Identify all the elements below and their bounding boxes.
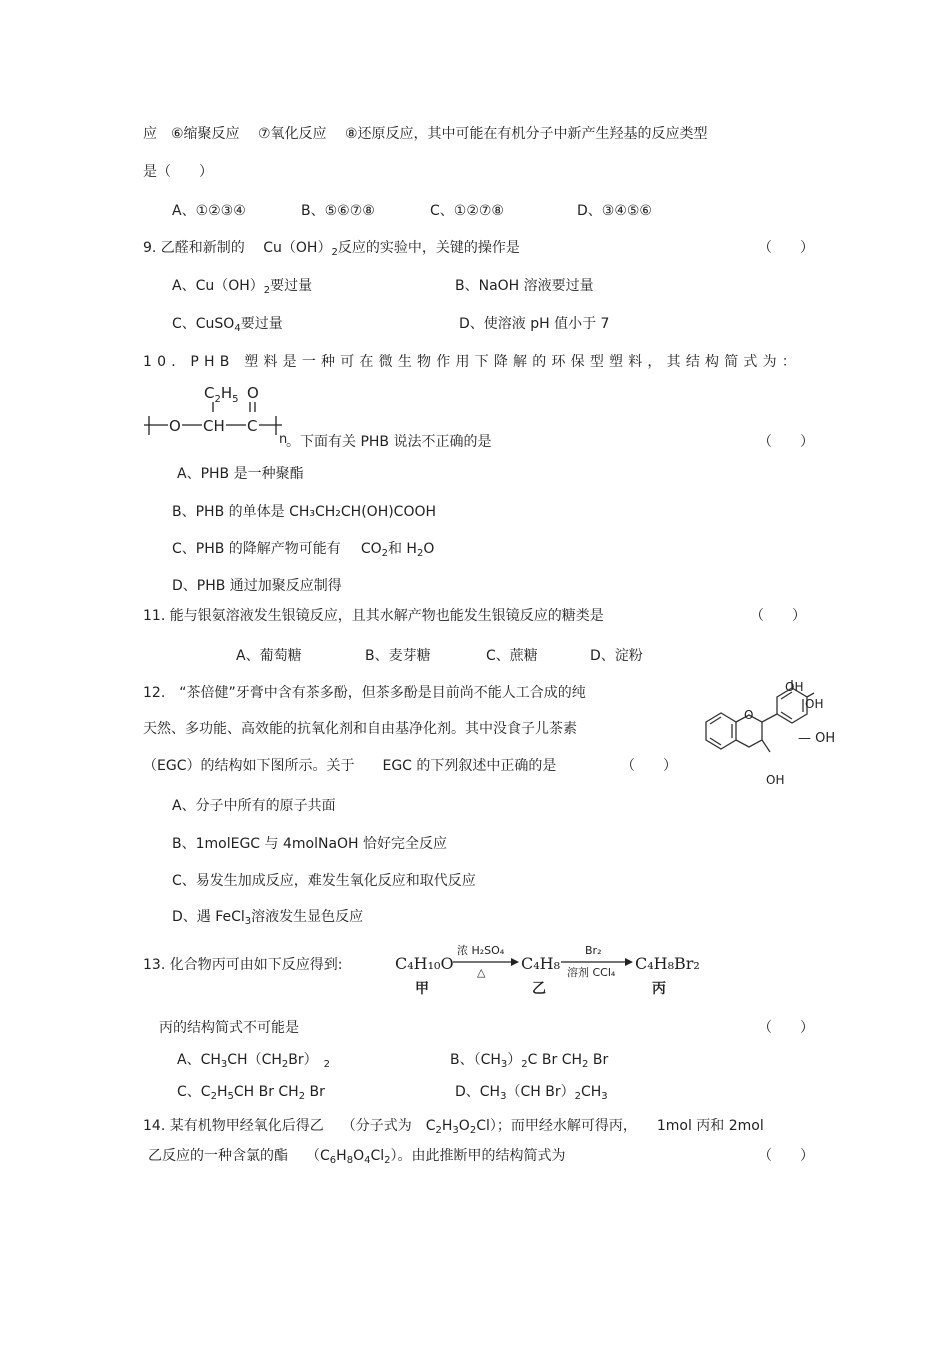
q12-option-d: D、遇 FeCl$_3$溶液发生显色反应 (172, 909, 364, 927)
q12-answer-paren: （ ） (621, 758, 677, 774)
scheme-end-compound: C₄H₈Br₂ (635, 954, 700, 973)
q12-line3: （EGC）的结构如下图所示。关于 EGC 的下列叙述中正确的是 (143, 758, 557, 774)
q9-option-d: D、使溶液 pH 值小于 7 (459, 316, 610, 332)
oh-label-bottom: OH (766, 773, 785, 787)
q11-answer-paren: （ ） (750, 608, 806, 624)
oh-label-right-top: OH (805, 697, 824, 711)
q13-answer-paren: （ ） (758, 1020, 814, 1036)
q10-stem: 10．PHB 塑料是一种可在微生物作用下降解的环保型塑料，其结构简式为： (143, 354, 802, 370)
q13-option-a: A、$CH_3CH(CH_2Br)$ $_2$ (177, 1052, 330, 1070)
q11-option-c: C、蔗糖 (486, 648, 538, 664)
scheme-label-end: 丙 (652, 981, 666, 997)
scheme-arrow-1-head (511, 958, 519, 966)
q8-option-b: B、⑤⑥⑦⑧ (301, 203, 375, 219)
q10-option-a: A、PHB 是一种聚酯 (177, 466, 304, 482)
q9-option-b: B、NaOH 溶液要过量 (455, 278, 594, 294)
scheme-condition-2-top: Br₂ (585, 944, 602, 957)
q13-option-b: B、$(CH_3)_2C$ Br $CH_2$ Br (450, 1052, 609, 1070)
q8-option-a: A、①②③④ (172, 203, 246, 219)
q11-option-a: A、葡萄糖 (236, 648, 302, 664)
scheme-condition-1-bottom: △ (477, 966, 486, 979)
q12-line1: 12. “茶倍健”牙膏中含有茶多酚，但茶多酚是目前尚不能人工合成的纯 (143, 685, 586, 701)
scheme-condition-1-top: 浓 H₂SO₄ (457, 944, 505, 957)
q12-option-c: C、易发生加成反应，难发生氧化反应和取代反应 (172, 873, 476, 889)
struct-carbon: C (247, 417, 258, 435)
q14-line1: 14. 某有机物甲经氧化后得乙 （分子式为 $C_2H_3O_2Cl$）；而甲经水解可得丙， 1mol 丙和 2mol (143, 1118, 764, 1136)
struct-c2h5-label: $C_2H_5$ (204, 384, 239, 405)
scheme-label-start: 甲 (415, 981, 429, 997)
scheme-condition-2-bottom: 溶剂 CCl₄ (567, 966, 616, 979)
bond-c-to-b (762, 714, 777, 722)
phb-structure-formula (144, 380, 294, 446)
q14-line2: 乙反应的一种含氯的酯 $(C_6H_8O_4Cl_2)$。由此推断甲的结构简式为 (148, 1148, 566, 1166)
q8-option-d: D、③④⑤⑥ (577, 203, 652, 219)
egc-structure-diagram (686, 680, 846, 790)
q11-option-d: D、淀粉 (590, 648, 643, 664)
scheme-start-compound: C₄H₁₀O (395, 954, 454, 973)
scheme-arrow-2-head (625, 958, 633, 966)
q8-line1: 应 ⑥缩聚反应 ⑦氧化反应 ⑧还原反应，其中可能在有机分子中新产生羟基的反应类型 (143, 126, 708, 142)
q12-line2: 天然、多功能、高效能的抗氧化剂和自由基净化剂。其中没食子儿茶素 (143, 721, 577, 737)
q9-option-a: A、$Cu(OH)_2$要过量 (172, 278, 313, 296)
oh-label-top: OH (785, 680, 804, 694)
reaction-scheme (393, 940, 703, 1000)
q10-stem2: 。下面有关 PHB 说法不正确的是 (286, 434, 492, 450)
q10-option-d: D、PHB 通过加聚反应制得 (172, 578, 342, 594)
q12-option-a: A、分子中所有的原子共面 (172, 798, 336, 814)
q8-option-c: C、①②⑦⑧ (430, 203, 504, 219)
q13-stem: 13. 化合物丙可由如下反应得到: (143, 957, 343, 973)
bond-oh-bottom (762, 740, 770, 752)
q13-option-d: D、$CH_3(CH$ $Br)_2CH_3$ (455, 1084, 608, 1102)
q12-option-b: B、1molEGC 与 4molNaOH 恰好完全反应 (172, 836, 448, 852)
q11-option-b: B、麦芽糖 (365, 648, 431, 664)
q11-stem: 11. 能与银氨溶液发生银镜反应，且其水解产物也能发生银镜反应的糖类是 (143, 608, 604, 624)
struct-ch: CH (203, 417, 225, 435)
q9-stem: 9. 乙醛和新制的 $Cu(OH)_2$反应的实验中，关键的操作是 (143, 240, 520, 258)
q9-answer-paren: （ ） (758, 240, 814, 256)
oh-label-right: — OH (798, 731, 836, 746)
struct-ether-o: O (169, 417, 181, 435)
q9-option-c: C、CuSO$_4$要过量 (172, 316, 283, 334)
scheme-mid-compound: C₄H₈ (521, 954, 561, 973)
scheme-label-mid: 乙 (532, 981, 546, 997)
q13-stem2: 丙的结构简式不可能是 (159, 1020, 299, 1036)
q13-option-c: C、$C_2H_5CH$ Br $CH_2$ Br (177, 1084, 325, 1102)
q10-option-b: B、PHB 的单体是 CH₃CH₂CH(OH)COOH (172, 504, 437, 520)
struct-repeat-n: n (279, 432, 288, 446)
q10-option-c: C、PHB 的降解产物可能有 $CO_2$和 $H_2O$ (172, 541, 435, 559)
q14-answer-paren: （ ） (758, 1148, 814, 1164)
q10-answer-paren: （ ） (758, 434, 814, 450)
q8-line2: 是（ ） (143, 164, 213, 180)
ring-oxygen-label: O (744, 708, 754, 722)
struct-carbonyl-o: O (247, 384, 259, 402)
